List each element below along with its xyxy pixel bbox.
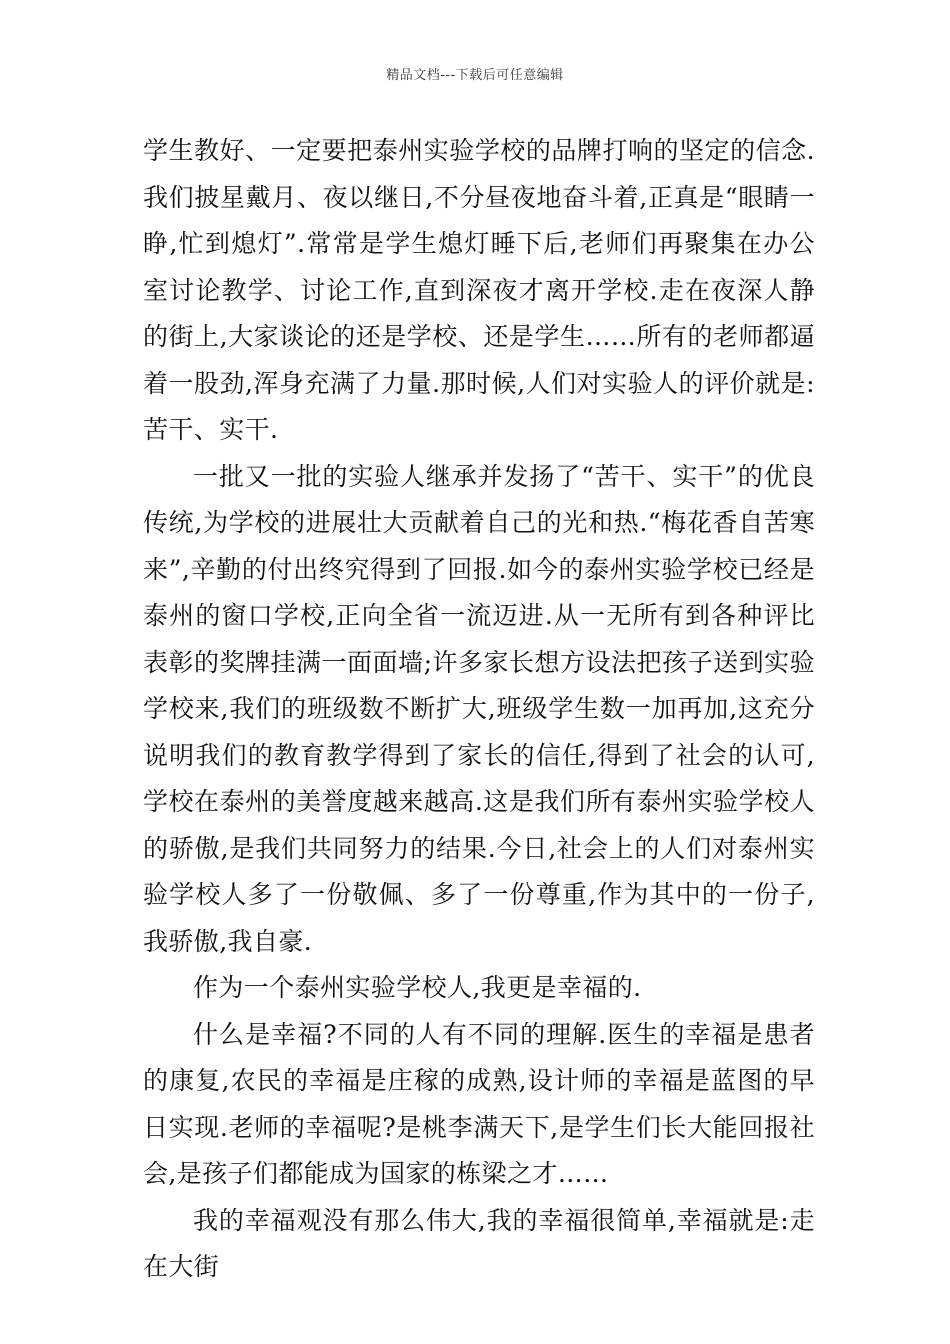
page-header: 精品文档---下载后可任意编辑 — [386, 68, 564, 83]
document-body — [143, 128, 815, 1291]
paragraph-5: 我的幸福观没有那么伟大,我的幸福很简单,幸福就是:走在大街 — [143, 1205, 815, 1281]
paragraph-1: 学生教好、一定要把泰州实验学校的品牌打响的坚定的信念.我们披星戴月、夜以继日,不分昼夜地奋斗着,正真是“眼睛一睁,忙到熄灯”.常常是学生熄灯睡下后,老师们再聚集在办公室讨论教学、讨论工作,直到深夜才离开学校.走在夜深人静的街上,大家谈论的还是学校、还是学生……所有的老师都逼着一股劲,浑身充满了力量.那时候,人们对实验人的评价就是:苦干、实干. — [143, 136, 815, 444]
paragraph-3: 作为一个泰州实验学校人,我更是幸福的. — [193, 973, 642, 1002]
paragraph-4: 什么是幸福?不同的人有不同的理解.医生的幸福是患者的康复,农民的幸福是庄稼的成熟,设计师的幸福是蓝图的早日实现.老师的幸福呢?是桃李满天下,是学生们长大能回报社会,是孩子们都能成为国家的栋梁之才…… — [143, 1019, 815, 1188]
paragraph-2: 一批又一批的实验人继承并发扬了“苦干、实干”的优良传统,为学校的进展壮大贡献着自己的光和热.“梅花香自苦寒来”,辛勤的付出终究得到了回报.如今的泰州实验学校已经是泰州的窗口学校,正向全省一流迈进.从一无所有到各种评比表彰的奖牌挂满一面面墙;许多家长想方设法把孩子送到实验学校来,我们的班级数不断扩大,班级学生数一加再加,这充分说明我们的教育教学得到了家长的信任,得到了社会的认可,学校在泰州的美誉度越来越高.这是我们所有泰州实验学校人的骄傲,是我们共同努力的结果.今日,社会上的人们对泰州实验学校人多了一份敬佩、多了一份尊重,作为其中的一份子,我骄傲,我自豪. — [143, 461, 815, 956]
